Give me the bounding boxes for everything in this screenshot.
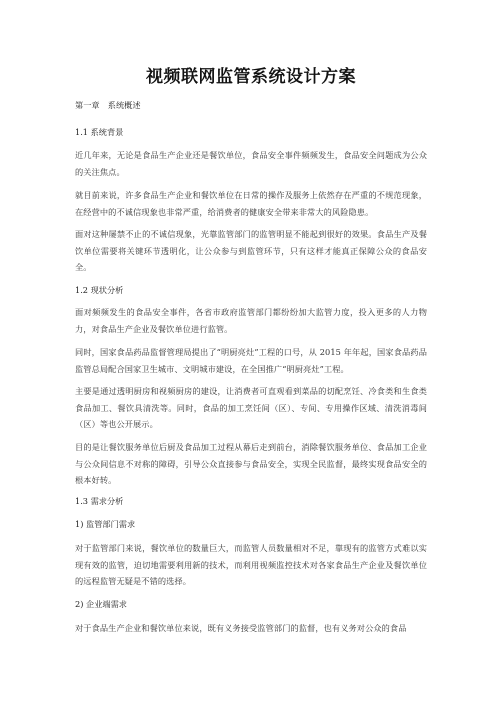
subsection-heading: 2) 企业端需求 (75, 599, 127, 609)
paragraph: 就目前来说，许多食品生产企业和餐饮单位在日常的操作及服务上依然存在严重的不规范现象，在经营中的不诚信现象也非常严重，给消费者的健康安全带来非常大的风险隐患。 (75, 190, 427, 217)
section-heading-1-2: 1.2 现状分析 (75, 285, 124, 295)
paragraph: 面对频频发生的食品安全事件，各省市政府监管部门都纷纷加大监管力度，投入更多的人力物力，对食品生产企业及餐饮单位进行监管。 (75, 307, 427, 334)
paragraph: 对于食品生产企业和餐饮单位来说，既有义务接受监管部门的监督，也有义务对公众的食品 (75, 623, 407, 633)
section-heading-1-3: 1.3 需求分析 (75, 496, 124, 506)
paragraph: 对于监管部门来说，餐饮单位的数量巨大，而监管人员数量相对不足，靠现有的监管方式难以实现有效的监管，迫切地需要利用新的技术，而利用视频监控技术对各家食品生产企业及餐饮单位的远程监管无疑是不错的选择。 (75, 543, 427, 586)
paragraph: 主要是通过透明厨房和视频厨房的建设，让消费者可直观看到菜品的切配烹饪、冷食类和生食类食品加工、餐饮具清洗等。同时，食品的加工烹饪间（区）、专间、专用操作区域、清洗消毒间（区）等也公开展示。 (75, 386, 427, 429)
paragraph: 面对这种屡禁不止的不诚信现象，光靠监管部门的监管明显不能起到很好的效果。食品生产及餐饮单位需要将关键环节透明化，让公众参与到监管环节，只有这样才能真正保障公众的食品安全。 (75, 229, 427, 272)
paragraph: 目的是让餐饮服务单位后厨及食品加工过程从幕后走到前台，消除餐饮服务单位、食品加工企业与公众间信息不对称的障碍，引导公众直接参与食品安全，实现全民监督，最终实现食品安全的根本好转。 (75, 442, 427, 485)
paragraph: 近几年来，无论是食品生产企业还是餐饮单位，食品安全事件频频发生，食品安全问题成为公众的关注焦点。 (75, 150, 427, 177)
section-heading-1-1: 1.1 系统背景 (75, 127, 124, 137)
chapter-heading: 第一章 系统概述 (75, 100, 141, 110)
paragraph: 同时，国家食品药品监督管理局提出了“明厨亮灶”工程的口号，从 2015 年年起，国家食品药品监管总局配合国家卫生城市、文明城市建设，在全国推广“明厨亮灶”工程。 (75, 347, 427, 374)
document-title: 视频联网监管系统设计方案 (146, 67, 356, 87)
subsection-heading: 1) 监管部门需求 (75, 519, 136, 529)
